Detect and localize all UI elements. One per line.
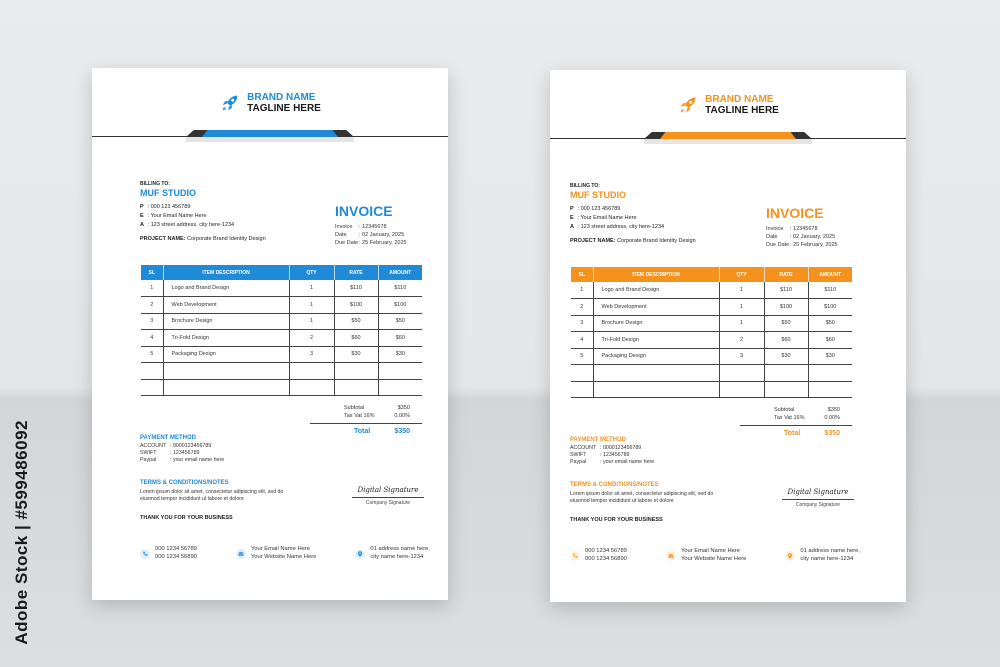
row-sl: 1	[141, 280, 163, 297]
col-description: ITEM DESCRIPTION	[593, 267, 719, 282]
swift-value: : 123456789	[170, 450, 200, 456]
location-icon	[785, 551, 795, 561]
row-description: Tri-Fold Design	[593, 332, 719, 349]
footer-contacts: 000 1234 56789 000 1234 56890 Your Email Name Here Your Website Name Here 01 address name here, city name here-1234	[140, 546, 430, 561]
row-description	[163, 363, 289, 380]
row-sl: 2	[141, 297, 163, 314]
col-sl: SL	[571, 267, 593, 282]
table-row	[571, 299, 852, 316]
signature-script: Digital Signature	[357, 486, 419, 494]
tax-value: 0.00%	[824, 415, 840, 421]
items-table	[571, 267, 852, 398]
invoice-title: INVOICE	[766, 205, 824, 221]
payment-method: PAYMENT METHOD ACCOUNT : 0000123456789 SWIFT : 123456789 Paypal : your email name here	[140, 435, 225, 463]
invoice-due-date: : 25 February, 2025	[790, 242, 838, 248]
paypal-value: : your email name here	[170, 457, 225, 463]
row-sl: 4	[141, 330, 163, 347]
table-row	[571, 365, 852, 382]
invoice-number: : 12345678	[359, 224, 387, 230]
invoice-number: : 12345678	[790, 226, 818, 232]
rocket-icon	[219, 92, 241, 114]
row-rate	[334, 363, 378, 380]
phone-icon	[570, 551, 580, 561]
payment-method: PAYMENT METHOD ACCOUNT : 0000123456789 SWIFT : 123456789 Paypal : your email name here	[570, 437, 655, 465]
client-name: MUF STUDIO	[570, 190, 626, 200]
brand-tagline: TAGLINE HERE	[705, 104, 779, 116]
row-rate: $50	[334, 313, 378, 330]
row-amount: $60	[378, 330, 422, 347]
table-row	[141, 379, 422, 396]
row-qty: 1	[289, 297, 334, 314]
row-amount	[378, 379, 422, 396]
col-rate: RATE	[334, 265, 378, 280]
brand-logo	[550, 94, 906, 116]
row-description	[593, 365, 719, 382]
row-rate: $30	[764, 348, 808, 365]
row-description: Packaging Design	[593, 348, 719, 365]
row-sl	[571, 365, 593, 382]
row-qty: 1	[719, 282, 764, 299]
billing-email: Your Email Name Here	[580, 215, 637, 221]
col-amount: AMOUNT	[819, 271, 842, 278]
payment-title: PAYMENT METHOD	[140, 435, 197, 441]
row-sl: 5	[141, 346, 163, 363]
thanks-note: THANK YOU FOR YOUR BUSINESS	[570, 517, 663, 523]
invoice-title: INVOICE	[335, 203, 393, 219]
invoice-due-date: : 25 February, 2025	[359, 240, 407, 246]
brand-name: BRAND NAME	[247, 91, 316, 103]
tax-value: 0.00%	[394, 413, 410, 419]
signature-block	[352, 486, 424, 506]
terms-notes	[570, 481, 720, 505]
table-header-row	[571, 267, 852, 282]
row-amount: $60	[808, 332, 852, 349]
thanks-note: THANK YOU FOR YOUR BUSINESS	[140, 515, 233, 521]
row-description: Packaging Design	[163, 346, 289, 363]
row-description: Brochure Design	[163, 313, 289, 330]
row-sl	[141, 379, 163, 396]
invoice-page-blue	[92, 68, 448, 600]
table-row	[571, 332, 852, 349]
terms-title: TERMS & CONDITIONS/NOTES	[140, 480, 229, 486]
row-description	[163, 379, 289, 396]
row-description	[593, 381, 719, 398]
row-qty: 1	[719, 299, 764, 316]
row-sl: 1	[571, 282, 593, 299]
invoice-meta: INVOICE Invoice : 12345678 Date : 02 January, 2025 Due Date : 25 February, 2025	[335, 203, 407, 246]
billing-address: 123 street address, city here-1234	[580, 224, 665, 230]
invoice-page-orange	[550, 70, 906, 602]
row-qty: 1	[289, 313, 334, 330]
invoice-date: : 02 January, 2025	[359, 232, 405, 238]
row-rate: $60	[334, 330, 378, 347]
row-sl: 4	[571, 332, 593, 349]
row-rate: $30	[334, 346, 378, 363]
table-row	[141, 313, 422, 330]
account-value: : 0000123456789	[600, 445, 642, 451]
total-value: $350	[824, 430, 840, 437]
footer-contacts: 000 1234 56789 000 1234 56890 Your Email Name Here Your Website Name Here 01 address name here, city name here-1234	[570, 548, 860, 563]
row-sl: 3	[141, 313, 163, 330]
phone-icon	[140, 549, 150, 559]
swift-value: : 123456789	[600, 452, 630, 458]
signature-block	[782, 488, 854, 508]
subtotal-value: $350	[827, 407, 840, 413]
totals-block: Subtotal $350 Tax Vat 16% 0.00% Total $350	[740, 405, 852, 437]
project-label: PROJECT NAME:	[140, 236, 186, 242]
signature-label: Company Signature	[795, 502, 841, 508]
row-description: Web Development	[163, 297, 289, 314]
billing-info: BILLING TO: MUF STUDIO P : 000 123 456789 E : Your Email Name Here A : 123 street address, city here-1234 PROJECT NAME: Corporate Brand Identity Design	[140, 181, 266, 242]
total-value: $350	[394, 428, 410, 435]
row-sl: 2	[571, 299, 593, 316]
col-qty: QTY	[289, 265, 334, 280]
table-row	[141, 330, 422, 347]
row-qty	[719, 381, 764, 398]
account-value: : 0000123456789	[170, 443, 212, 449]
brand-name: BRAND NAME	[705, 93, 774, 105]
row-amount: $100	[378, 297, 422, 314]
col-description: ITEM DESCRIPTION	[163, 265, 289, 280]
row-sl: 5	[571, 348, 593, 365]
table-row	[141, 346, 422, 363]
terms-text: Lorem ipsum dolor sit amet, consectetur adipiscing elit, sed do eiusmod tempor incididunt ut labore et dolore	[140, 489, 284, 503]
client-name: MUF STUDIO	[140, 188, 196, 198]
row-qty	[719, 365, 764, 382]
paypal-value: : your email name here	[600, 459, 655, 465]
table-header-row	[141, 265, 422, 280]
payment-title: PAYMENT METHOD	[570, 437, 627, 443]
row-amount	[378, 363, 422, 380]
row-amount: $50	[808, 315, 852, 332]
billing-email: Your Email Name Here	[150, 213, 207, 219]
stock-watermark: Adobe Stock | #599486092	[12, 420, 31, 645]
row-description: Web Development	[593, 299, 719, 316]
row-amount: $110	[378, 280, 422, 297]
email-icon	[236, 549, 246, 559]
row-amount	[808, 365, 852, 382]
col-rate: RATE	[764, 267, 808, 282]
row-amount: $110	[808, 282, 852, 299]
row-rate	[764, 381, 808, 398]
row-description: Logo and Brand Design	[163, 280, 289, 297]
table-row	[571, 282, 852, 299]
header-band	[92, 130, 448, 146]
project-label: PROJECT NAME:	[570, 238, 616, 244]
terms-notes	[140, 479, 290, 503]
billing-phone: 000 123 456789	[580, 206, 621, 212]
signature-label: Company Signature	[365, 500, 411, 506]
row-description: Logo and Brand Design	[593, 282, 719, 299]
row-rate	[764, 365, 808, 382]
row-qty	[289, 363, 334, 380]
signature-script: Digital Signature	[787, 488, 849, 496]
row-description: Tri-Fold Design	[163, 330, 289, 347]
table-row	[571, 315, 852, 332]
row-amount: $50	[378, 313, 422, 330]
row-rate: $100	[334, 297, 378, 314]
row-description: Brochure Design	[593, 315, 719, 332]
row-qty	[289, 379, 334, 396]
row-qty: 1	[719, 315, 764, 332]
row-amount: $30	[378, 346, 422, 363]
row-qty: 2	[289, 330, 334, 347]
invoice-date: : 02 January, 2025	[790, 234, 836, 240]
col-sl: SL	[141, 265, 163, 280]
brand-logo	[92, 92, 448, 114]
project-name: Corporate Brand Identity Design	[187, 236, 266, 242]
project-name: Corporate Brand Identity Design	[617, 238, 696, 244]
billing-label: BILLING TO:	[140, 181, 170, 187]
row-rate: $110	[764, 282, 808, 299]
table-row	[571, 381, 852, 398]
header-band	[550, 132, 906, 148]
row-qty: 1	[289, 280, 334, 297]
row-rate: $100	[764, 299, 808, 316]
row-rate: $60	[764, 332, 808, 349]
billing-phone: 000 123 456789	[150, 204, 191, 210]
invoice-meta: INVOICE Invoice : 12345678 Date : 02 January, 2025 Due Date : 25 February, 2025	[766, 205, 838, 248]
row-amount	[808, 381, 852, 398]
row-qty: 2	[719, 332, 764, 349]
subtotal-value: $350	[397, 405, 410, 411]
email-icon	[666, 551, 676, 561]
totals-block: Subtotal $350 Tax Vat 16% 0.00% Total $350	[310, 403, 422, 435]
row-amount: $100	[808, 299, 852, 316]
brand-tagline: TAGLINE HERE	[247, 102, 321, 114]
table-row	[141, 363, 422, 380]
billing-label: BILLING TO:	[570, 183, 600, 189]
row-sl	[141, 363, 163, 380]
terms-text: Lorem ipsum dolor sit amet, consectetur adipiscing elit, sed do eiusmod tempor incididunt ut labore et dolore	[570, 491, 714, 505]
table-row	[141, 280, 422, 297]
row-rate: $110	[334, 280, 378, 297]
col-amount: AMOUNT	[389, 269, 412, 276]
rocket-icon	[677, 94, 699, 116]
row-rate	[334, 379, 378, 396]
location-icon	[355, 549, 365, 559]
terms-title: TERMS & CONDITIONS/NOTES	[570, 482, 659, 488]
row-amount: $30	[808, 348, 852, 365]
row-qty: 3	[289, 346, 334, 363]
col-qty: QTY	[719, 267, 764, 282]
items-table	[141, 265, 422, 396]
billing-info: BILLING TO: MUF STUDIO P : 000 123 456789 E : Your Email Name Here A : 123 street address, city here-1234 PROJECT NAME: Corporate Brand Identity Design	[570, 183, 696, 244]
row-rate: $50	[764, 315, 808, 332]
billing-address: 123 street address, city here-1234	[150, 222, 235, 228]
table-row	[141, 297, 422, 314]
row-sl: 3	[571, 315, 593, 332]
table-row	[571, 348, 852, 365]
row-sl	[571, 381, 593, 398]
row-qty: 3	[719, 348, 764, 365]
